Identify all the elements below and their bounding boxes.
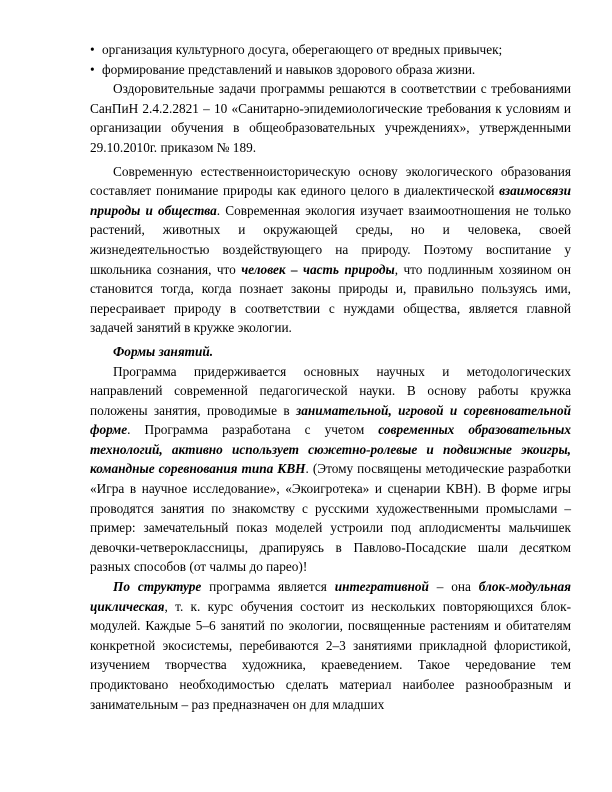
emphasis-text: блок-модульная циклическая: [90, 579, 571, 614]
text-run: Программа придерживается основных научных и методологических направлений современной педагогической науки. В основу работы кружка положены занятия, проводимые в: [90, 363, 571, 418]
emphasis-text: По структуре: [113, 579, 202, 595]
paragraph-forms: [90, 362, 571, 578]
text-run: программа является: [201, 579, 335, 595]
emphasis-text: взаимосвязи природы и общества: [90, 183, 571, 218]
heading-text: Формы занятий.: [113, 343, 214, 359]
emphasis-text: современных образовательных технологий, активно использует сюжетно-ролевые и подвижные экоигры, командные соревнования типа КВН: [90, 422, 571, 477]
text-run: . Программа разработана с учетом: [127, 422, 379, 438]
bullet-item: [90, 40, 571, 60]
emphasis-text: человек – часть природы: [241, 261, 395, 277]
document-page: [90, 40, 571, 714]
bullet-text: формирование представлений и навыков здорового образа жизни.: [102, 61, 476, 77]
text-run: , что подлинным хозяином он становится тогда, когда познает законы природы и, правильно пользуясь ими, пересраивает природу в соответствии с нуждами общества, является главной задачей занятий в кружке экологии.: [90, 261, 571, 336]
text-run: , т. к. курс обучения состоит из нескольких повторяющихся блок-модулей. Каждые 5–6 занятий по экологии, посвященные растениям и обитателям конкретной экосистемы, перебиваются 2–3 занятиями прикладной флористикой, изучением творчества художника, краеведением. Такое чередование тем продиктовано необходимостью сделать материал наиболее разнообразным и занимательным – раз предназначен он для младших: [90, 598, 571, 712]
text-run: – она: [428, 579, 479, 595]
bullet-marker: •: [90, 42, 95, 57]
text-run: Современную естественноисторическую основу экологического образования составляет понимание природы как единого целого в диалектической: [90, 163, 571, 199]
text-run: . Современная экология изучает взаимоотношения не только растений, животных и окружающей среды, но и человека, своей жизнедеятельностью воздействующего на природу. Поэтому воспитание у школьника сознания, что: [90, 202, 571, 277]
bullet-marker: •: [90, 61, 95, 77]
paragraph-structure: [90, 577, 571, 714]
paragraph-ecology-basis: [90, 162, 571, 338]
section-heading: [90, 342, 571, 362]
bullet-text: организация культурного досуга, оберегающего от вредных привычек;: [102, 42, 503, 57]
text-run: . (Этому посвящены методические разработки «Игра в научное исследование», «Экоигротека» и сценарии КВН). В форме игры проводятся занятия по знакомству с русскими художественными промыслами – пример: замечательный показ моделей устроили под аплодисменты мальчишек девочки-четвероклассницы, драпируясь в Павлово-Посадские шали десятком разных способов (от чалмы до парео)!: [90, 461, 571, 575]
paragraph-sanpin: Оздоровительные задачи программы решаются в соответствии с требованиями СанПиН 2.4.2.2821 – 10 «Санитарно-эпидемиологические требования к условиям и организации обучения в общеобразовательных учреждениях», утвержденными 29.10.2010г. приказом № 189.: [90, 81, 571, 155]
bullet-item: [90, 60, 571, 80]
emphasis-text: занимательной, игровой и соревновательной форме: [90, 402, 571, 438]
emphasis-text: интегративной: [334, 579, 429, 595]
